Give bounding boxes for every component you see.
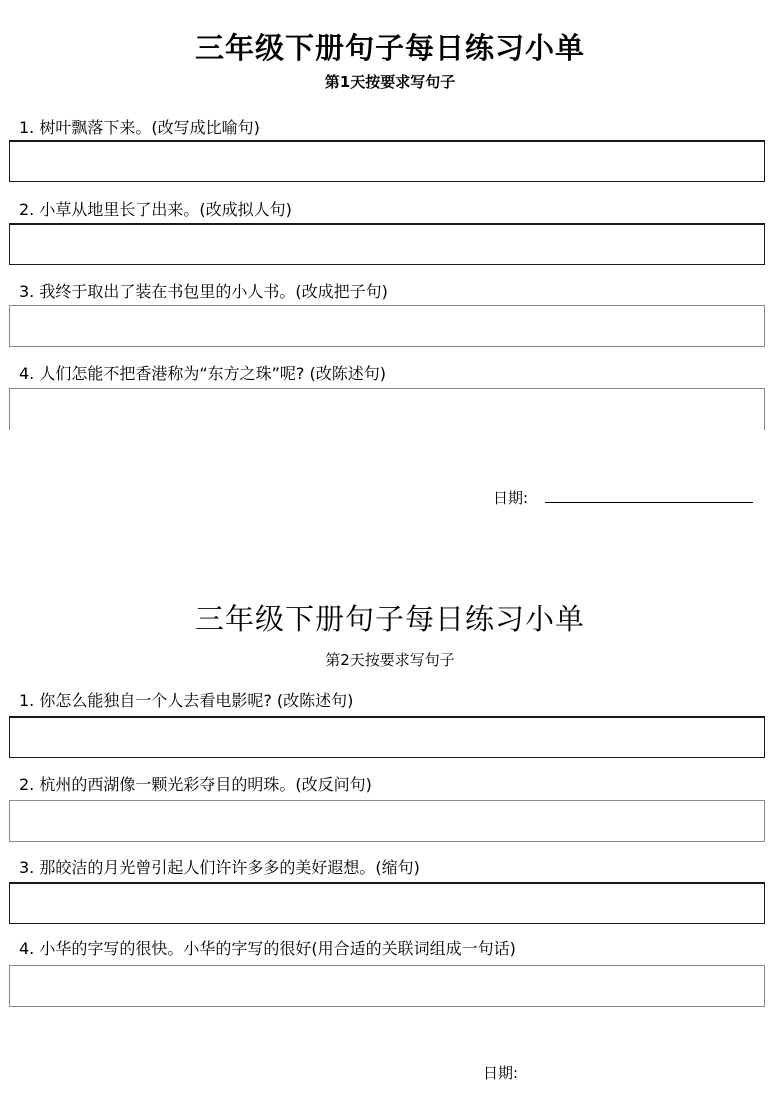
question-1: 1. 你怎么能独自一个人去看电影呢? (改陈述句) (19, 691, 354, 710)
question-1: 1. 树叶飘落下来。(改写成比喻句) (19, 118, 260, 137)
answer-box-3[interactable] (9, 305, 765, 347)
question-3: 3. 我终于取出了装在书包里的小人书。(改成把子句) (19, 282, 388, 301)
page-title: 三年级下册句子每日练习小单 (194, 602, 585, 636)
date-input-line[interactable] (545, 502, 753, 503)
answer-box-4[interactable] (9, 388, 765, 430)
page-title: 三年级下册句子每日练习小单 (194, 31, 585, 65)
answer-box-2[interactable] (9, 800, 765, 842)
answer-box-2[interactable] (9, 223, 765, 265)
date-label: 日期: (483, 1064, 519, 1082)
page-subtitle: 第1天按要求写句子 (324, 73, 456, 91)
question-4: 4. 人们怎能不把香港称为“东方之珠”呢? (改陈述句) (19, 364, 386, 383)
date-label: 日期: (493, 489, 529, 507)
question-4: 4. 小华的字写的很快。小华的字写的很好(用合适的关联词组成一句话) (19, 939, 516, 958)
answer-box-4[interactable] (9, 965, 765, 1007)
answer-box-1[interactable] (9, 716, 765, 758)
answer-box-1[interactable] (9, 140, 765, 182)
answer-box-3[interactable] (9, 882, 765, 924)
question-2: 2. 小草从地里长了出来。(改成拟人句) (19, 200, 292, 219)
question-2: 2. 杭州的西湖像一颗光彩夺目的明珠。(改反问句) (19, 775, 372, 794)
question-3: 3. 那皎洁的月光曾引起人们许许多多的美好遐想。(缩句) (19, 858, 420, 877)
page-subtitle: 第2天按要求写句子 (325, 651, 455, 669)
